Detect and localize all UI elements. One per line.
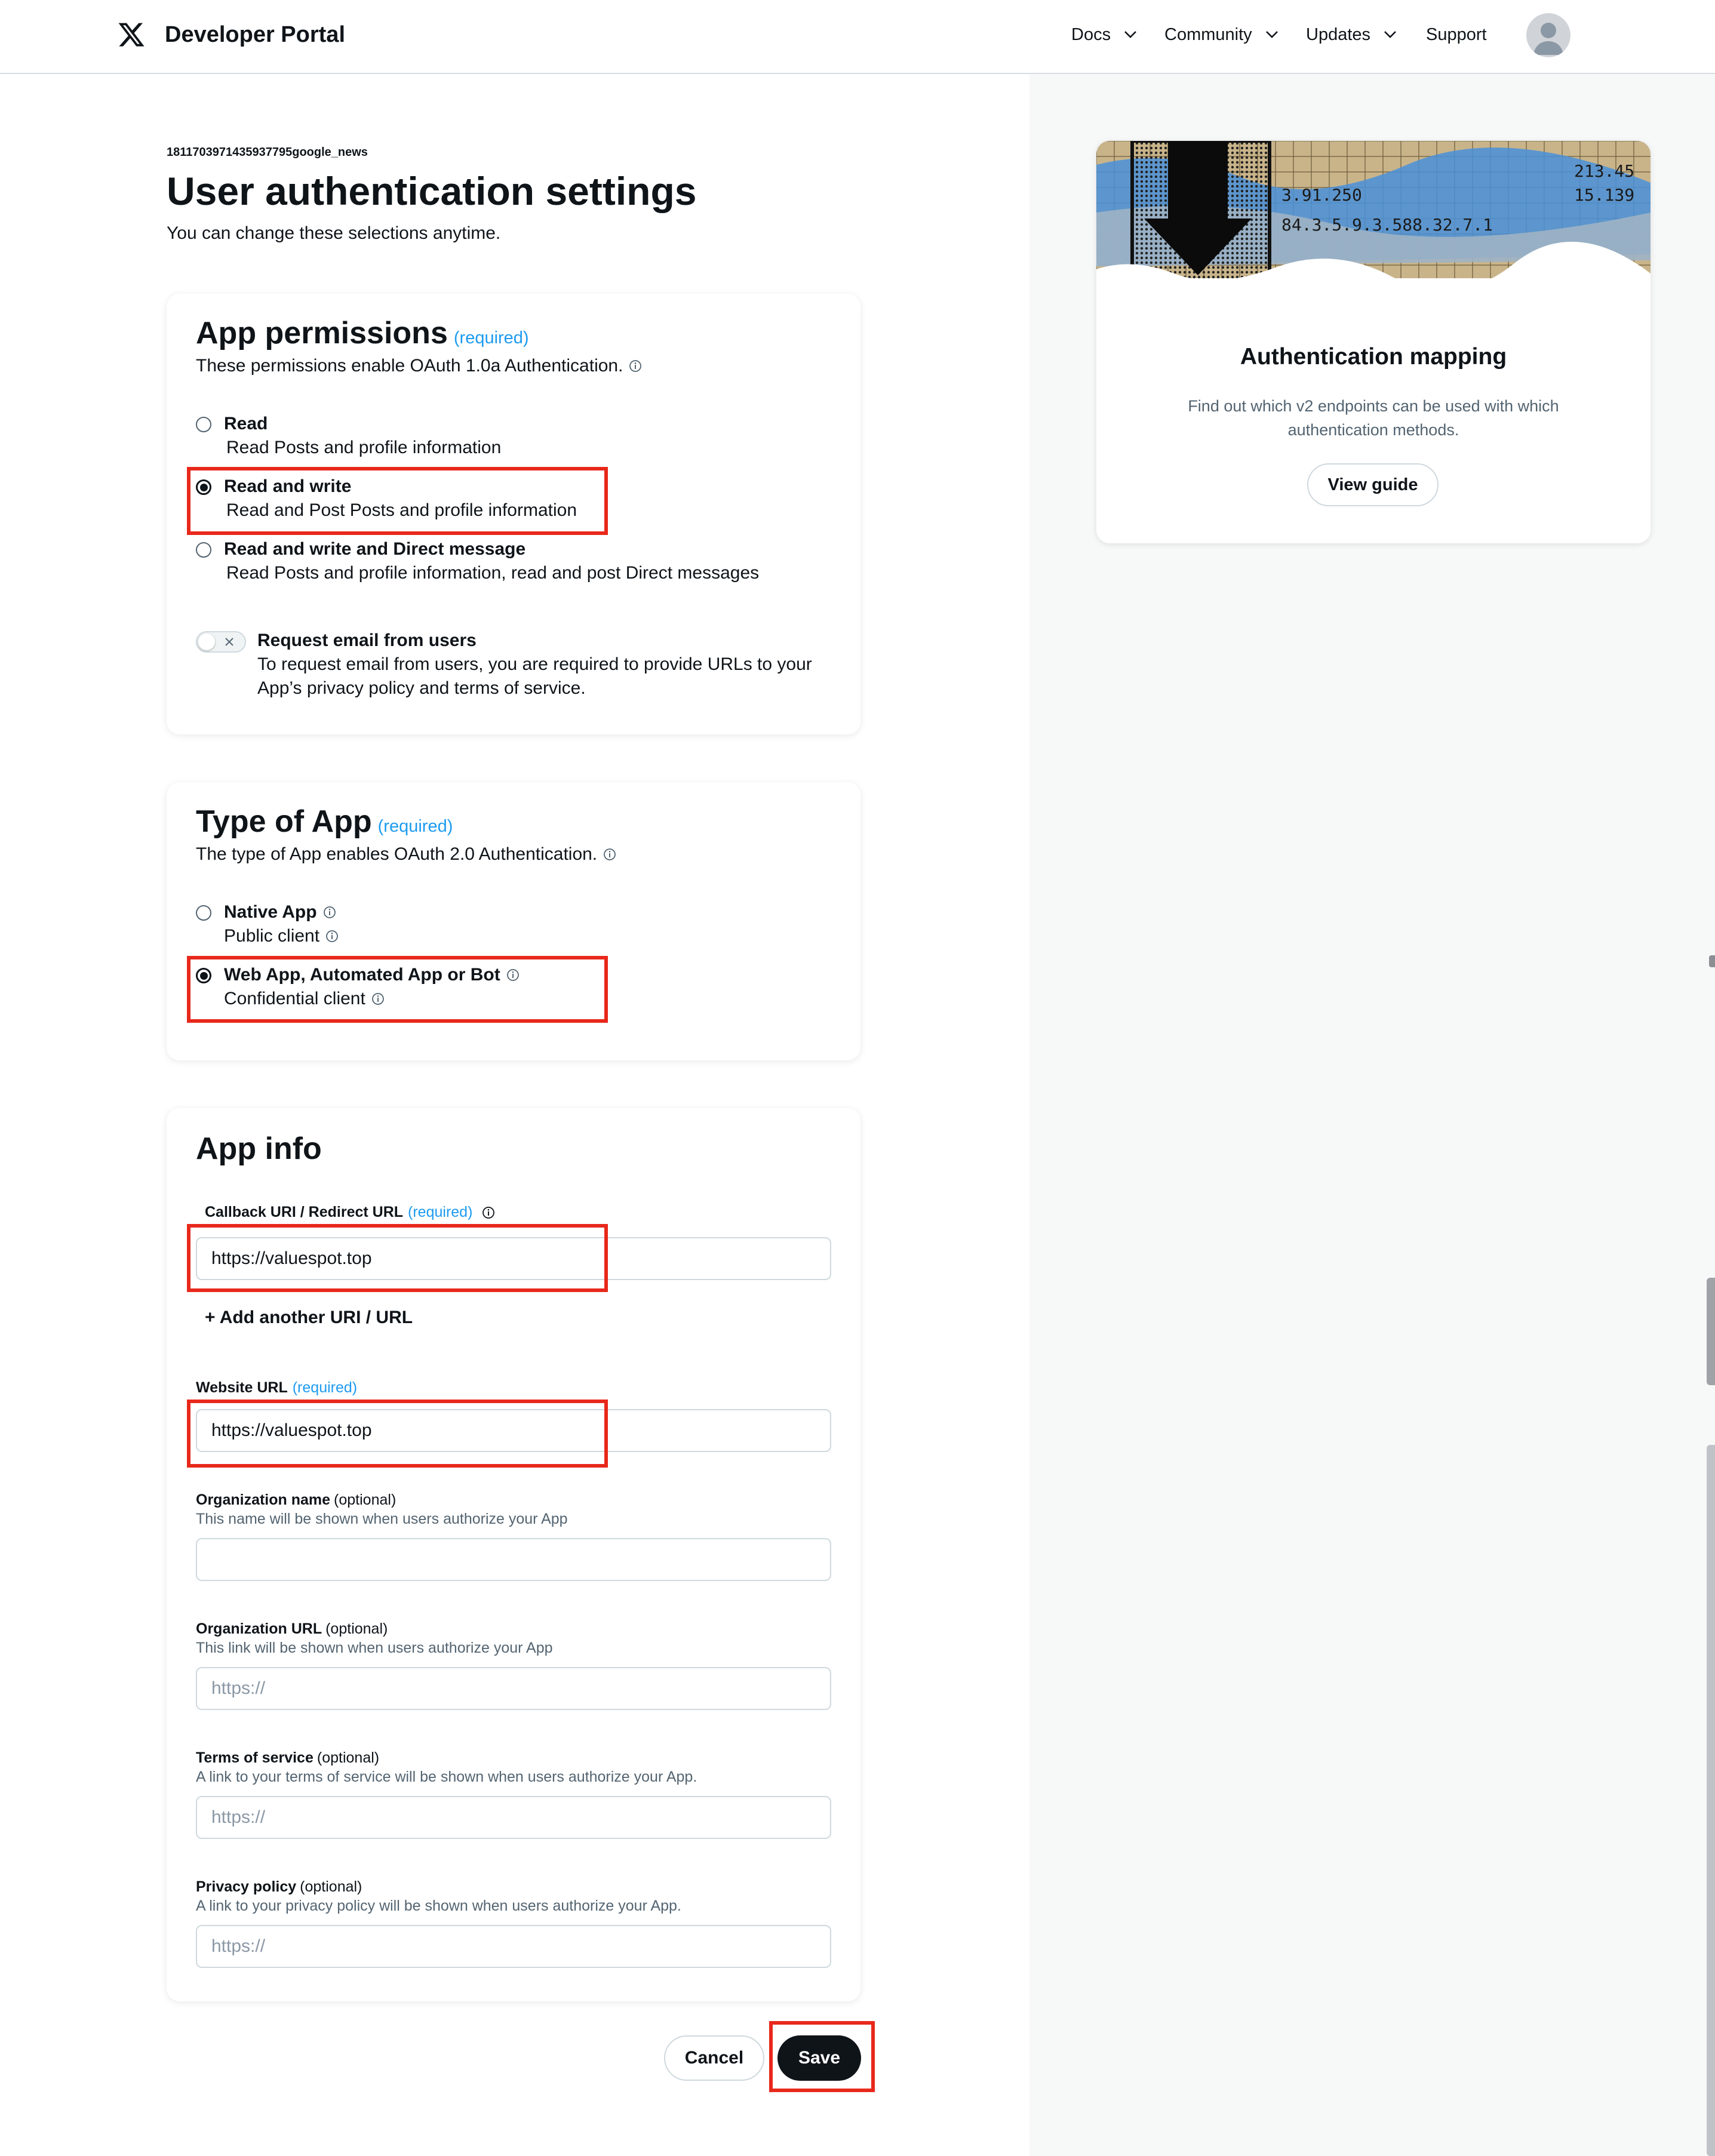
nav-support[interactable] [1426, 23, 1487, 47]
optional-label: (optional) [300, 1878, 362, 1895]
nav-updates[interactable] [1306, 23, 1397, 47]
scrollbar-thumb[interactable] [1707, 1445, 1715, 2156]
org-url-label-text: Organization URL [196, 1620, 322, 1637]
request-email-toggle[interactable] [196, 631, 246, 653]
save-button[interactable]: Save [777, 2035, 861, 2081]
website-url-input[interactable]: https://valuespot.top [196, 1409, 831, 1452]
info-icon[interactable] [629, 359, 642, 373]
nav-updates-label: Updates [1306, 25, 1371, 44]
app-id-label: 1811703971435937795google_news [167, 146, 368, 159]
option-web-app-label: Web App, Automated App or Bot [224, 965, 500, 985]
top-navigation-bar [0, 0, 1715, 74]
guide-card-title: Authentication mapping [1240, 344, 1507, 370]
radio-read[interactable] [196, 417, 211, 432]
page-title: User authentication settings [167, 169, 697, 213]
org-url-label [196, 1620, 388, 1638]
nav-community-label: Community [1164, 25, 1252, 44]
chevron-down-icon [1124, 30, 1137, 39]
app-permissions-heading [196, 315, 529, 351]
chevron-down-icon [1265, 30, 1278, 39]
app-permissions-description-text: These permissions enable OAuth 1.0a Authentication. [196, 356, 623, 376]
art-number-2: 84.3.5.9.3.588.32.7.1 [1281, 215, 1493, 235]
highlight-website-url [187, 1400, 608, 1468]
scrollbar-marker[interactable] [1709, 955, 1715, 967]
cancel-button[interactable]: Cancel [664, 2035, 764, 2081]
org-name-label-text: Organization name [196, 1491, 331, 1508]
tos-label-text: Terms of service [196, 1749, 314, 1766]
type-of-app-description-text: The type of App enables OAuth 2.0 Authentication. [196, 844, 598, 864]
required-label: (required) [292, 1379, 358, 1396]
tos-label [196, 1749, 379, 1767]
optional-label: (optional) [316, 1749, 380, 1766]
guide-illustration [1096, 141, 1651, 296]
callback-url-label [205, 1204, 495, 1221]
type-of-app-description [196, 844, 616, 865]
required-label: (required) [377, 817, 453, 836]
highlight-web-app [187, 956, 608, 1023]
app-permissions-description [196, 356, 642, 376]
highlight-save [769, 2021, 875, 2092]
optional-label: (optional) [334, 1491, 397, 1508]
privacy-help: A link to your privacy policy will be shown when users authorize your App. [196, 1897, 681, 1914]
info-icon[interactable] [482, 1206, 495, 1219]
org-url-input[interactable]: https:// [196, 1667, 831, 1710]
option-read-title[interactable]: Read [224, 414, 268, 433]
person-silhouette-icon [1526, 13, 1570, 57]
highlight-callback-url [187, 1224, 608, 1292]
info-icon[interactable] [603, 848, 616, 861]
info-icon[interactable] [325, 930, 339, 943]
privacy-input[interactable]: https:// [196, 1925, 831, 1968]
nav-docs[interactable] [1071, 23, 1137, 47]
nav-community[interactable] [1164, 23, 1278, 47]
option-native-app-label: Native App [224, 902, 317, 922]
org-name-help: This name will be shown when users authorize your App [196, 1511, 568, 1527]
tos-help: A link to your terms of service will be shown when users authorize your App. [196, 1769, 697, 1785]
page-subtitle: You can change these selections anytime. [167, 223, 501, 243]
guide-card-description: Find out which v2 endpoints can be used with which authentication methods. [1188, 397, 1559, 439]
app-permissions-title: App permissions [196, 316, 448, 350]
brand-title[interactable]: Developer Portal [165, 22, 345, 47]
option-read-write-title[interactable]: Read and write [224, 476, 352, 496]
radio-read-write-dm[interactable] [196, 542, 211, 558]
art-number-1: 3.91.250 [1281, 185, 1362, 205]
nav-support-label: Support [1426, 25, 1487, 44]
option-read-desc: Read Posts and profile information [226, 438, 502, 457]
privacy-label-text: Privacy policy [196, 1878, 297, 1895]
app-info-heading: App info [196, 1131, 322, 1166]
required-label: (required) [453, 328, 529, 347]
scrollbar-track[interactable] [1707, 1278, 1715, 1385]
callback-url-label-text: Callback URI / Redirect URL [205, 1204, 404, 1220]
org-name-label [196, 1491, 396, 1509]
callback-url-input[interactable]: https://valuespot.top [196, 1237, 831, 1280]
chevron-down-icon [1384, 30, 1397, 39]
art-number-3: 213.45 [1574, 161, 1635, 181]
request-email-desc-2: App’s privacy policy and terms of service. [257, 678, 586, 698]
option-native-app-desc [224, 926, 339, 946]
option-native-app-desc-text: Public client [224, 926, 320, 946]
type-of-app-heading [196, 804, 453, 839]
privacy-label [196, 1878, 362, 1896]
required-label: (required) [408, 1204, 473, 1220]
option-read-write-dm-title[interactable]: Read and write and Direct message [224, 539, 526, 559]
option-read-write-dm-desc: Read Posts and profile information, read and post Direct messages [226, 563, 760, 583]
art-number-4: 15.139 [1574, 185, 1635, 205]
org-url-help: This link will be shown when users authorize your App [196, 1640, 553, 1656]
info-icon[interactable] [323, 906, 336, 919]
request-email-desc-1: To request email from users, you are required to provide URLs to your [257, 654, 812, 674]
highlight-read-write [187, 467, 608, 535]
close-icon [225, 637, 234, 647]
request-email-title: Request email from users [257, 631, 477, 650]
user-avatar-icon[interactable] [1526, 13, 1570, 57]
tos-input[interactable]: https:// [196, 1796, 831, 1839]
org-name-input[interactable] [196, 1538, 831, 1581]
optional-label: (optional) [325, 1620, 388, 1637]
option-web-app-desc-text: Confidential client [224, 989, 365, 1008]
add-uri-button[interactable]: + Add another URI / URL [205, 1308, 413, 1327]
type-of-app-title: Type of App [196, 804, 372, 839]
option-native-app-title[interactable] [224, 902, 336, 922]
website-url-label-text: Website URL [196, 1379, 288, 1396]
auth-mapping-card [1096, 141, 1651, 543]
website-url-label [196, 1379, 357, 1397]
option-read-write-desc: Read and Post Posts and profile information [226, 500, 577, 520]
radio-native-app[interactable] [196, 905, 211, 921]
view-guide-button[interactable]: View guide [1307, 463, 1439, 506]
x-logo-icon[interactable] [117, 20, 146, 49]
toggle-knob [198, 633, 215, 650]
nav-docs-label: Docs [1071, 25, 1111, 44]
